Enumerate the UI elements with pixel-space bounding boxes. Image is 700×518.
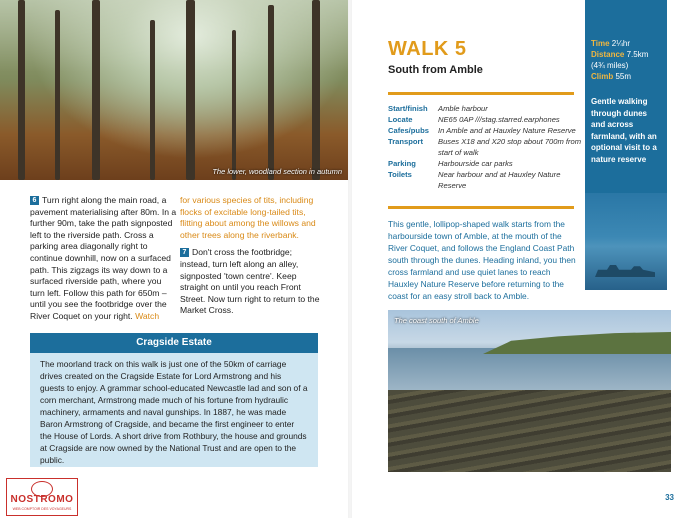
walk-stats: Time 2¼hr Distance 7.5km (4¾ miles) Climb 55m [591,39,649,81]
title-rule [388,92,574,95]
forest-photo [0,0,348,180]
walk-title: WALK 5 [388,38,467,60]
info-row-locate: Locate NE65 0AP ///stag.starred.earphones [388,115,560,124]
feature-box [30,333,318,467]
watermark-tagline: WEB COMPTOIR DES VOYAGEURS [12,507,72,511]
step-text: Don't cross the footbridge; instead, turn left along an alley, signposted 'town centre'. Keep straight on until you reach Front Street. Now turn right to return to the Market Cross. [180,247,320,316]
info-row-toilets: Toilets Near harbour and at Hauxley Nature Reserve [388,170,561,190]
coast-photo [388,310,671,472]
walk-info-table [388,103,583,191]
info-row-parking: Parking Harbourside car parks [388,159,513,168]
walk-step-6 [30,195,178,323]
feature-box-text: The moorland track on this walk is just one of the 50km of carriage drives created on the Cragside Estate for Lord Armstrong and his guests to enjoy. A grammar school-educated Newcastle lad and son of a corn merchant, Armstrong made much of his fortune from hydraulic machinery, armaments and naval gunships. In 1887, he was made Baron Armstrong of Cragside, and became the first engineer to enter the House of Lords. A short drive from Rothbury, the house and grounds at Cragside are now owned by the National Trust and are open to the public. [40,359,308,465]
walk-subtitle: South from Amble [388,64,483,76]
walk-stats-sidebar [585,0,667,290]
step-number-badge: 6 [30,196,39,205]
info-row-cafes: Cafes/pubs In Amble and at Hauxley Nature Reserve [388,126,576,135]
walk-step-7 [180,195,320,317]
walk-summary: Gentle walking through dunes and across farmland, with an optional visit to a nature reserve [591,97,657,164]
info-row-transport: Transport Buses X18 and X20 stop about 700m from start of walk [388,137,582,157]
page-number: 33 [665,493,674,502]
info-rule [388,206,574,209]
step-number-badge: 7 [180,248,189,257]
nature-tip-start: Watch [135,310,160,321]
photo-caption: The coast south of Amble [394,316,479,325]
left-page [0,0,348,518]
nature-tip-continued: for various species of tits, including flocks of excitable long-tailed tits, flitting about among the willows and other trees along the riverbank. [180,195,316,240]
castle-photo [585,193,667,290]
castle-silhouette [595,265,655,277]
info-row-start: Start/finish Amble harbour [388,104,488,113]
watermark-logo [6,478,78,516]
feature-box-title: Cragside Estate [30,333,318,353]
watermark-name: NOSTROMO [10,494,74,505]
right-page [352,0,700,518]
walk-intro: This gentle, lollipop-shaped walk starts from the harbourside town of Amble, at the mouth of the River Coquet, and follows the England Coast Path south through the dunes. Heading inland, you then cross farmland and use quiet lanes to reach Hauxley Nature Reserve before returning to the coast for an easy stroll back to Amble. [388,219,576,301]
photo-caption: The lower, woodland section in autumn [212,167,342,176]
step-text: Turn right along the main road, a pavement materialising after 80m. In a further 90m, take the path signposted left to the riverside path. Cross a parking area diagonally right to continue downhill, now on a surfaced path. This zigzags its way down to a surfaced riverside path, where you turn left. Follow this path for 650m – until you see the footbridge over the River Coquet on your right. [30,195,177,321]
